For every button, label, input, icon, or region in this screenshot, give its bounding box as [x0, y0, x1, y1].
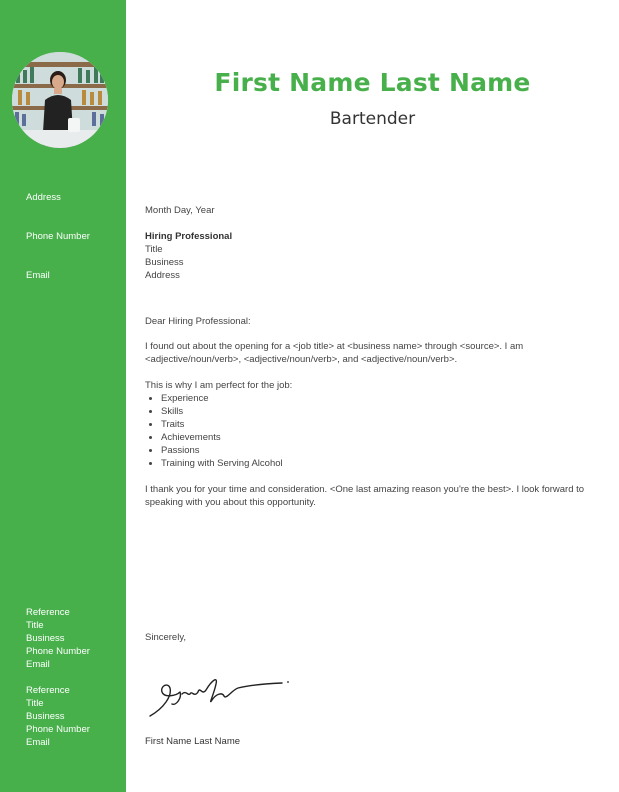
job-title: Bartender [329, 109, 416, 129]
closing: Sincerely, [145, 632, 187, 643]
letter-body [145, 204, 600, 509]
reference-email: Email [26, 737, 50, 748]
avatar [12, 52, 108, 148]
list-item: • Achievements [161, 431, 600, 444]
sidebar [0, 0, 126, 792]
reference-name: Reference [26, 607, 70, 618]
reference-phone: Phone Number [26, 724, 90, 735]
sidebar-email: Email [26, 270, 50, 281]
salutation: Dear Hiring Professional: [145, 316, 251, 327]
reference-2 [26, 684, 90, 749]
recipient-business: Business [145, 257, 184, 268]
applicant-name: First Name Last Name [214, 68, 531, 97]
list-item: • Experience [161, 392, 600, 405]
reference-title: Title [26, 698, 44, 709]
recipient-address: Address [145, 270, 180, 281]
opening-paragraph: I found out about the opening for a <job title> at <business name> through <source>. I am <adjective/noun/verb>, <adjective/noun/verb>, and <adjective/noun/verb>. [145, 341, 524, 365]
sidebar-phone: Phone Number [26, 231, 90, 242]
bartender-photo-icon [12, 52, 108, 148]
list-item: • Training with Serving Alcohol [161, 457, 600, 470]
reference-phone: Phone Number [26, 646, 90, 657]
reference-title: Title [26, 620, 44, 631]
closing-paragraph: I thank you for your time and consideration. <One last amazing reason you're the best>. I look forward to speaking with you about this opportunity. [145, 484, 585, 508]
reference-name: Reference [26, 685, 70, 696]
signature-icon [142, 666, 292, 726]
list-item: • Traits [161, 418, 600, 431]
bullet-intro: This is why I am perfect for the job: [145, 380, 293, 391]
recipient-name: Hiring Professional [145, 231, 233, 242]
signer-name: First Name Last Name [145, 736, 241, 747]
reference-business: Business [26, 633, 65, 644]
list-item: • Skills [161, 405, 600, 418]
reference-email: Email [26, 659, 50, 670]
reference-1 [26, 606, 90, 671]
letter-date: Month Day, Year [145, 205, 215, 216]
list-item: • Passions [161, 444, 600, 457]
recipient-title: Title [145, 244, 163, 255]
reference-business: Business [26, 711, 65, 722]
sidebar-address: Address [26, 192, 61, 203]
qualification-list [145, 392, 600, 470]
